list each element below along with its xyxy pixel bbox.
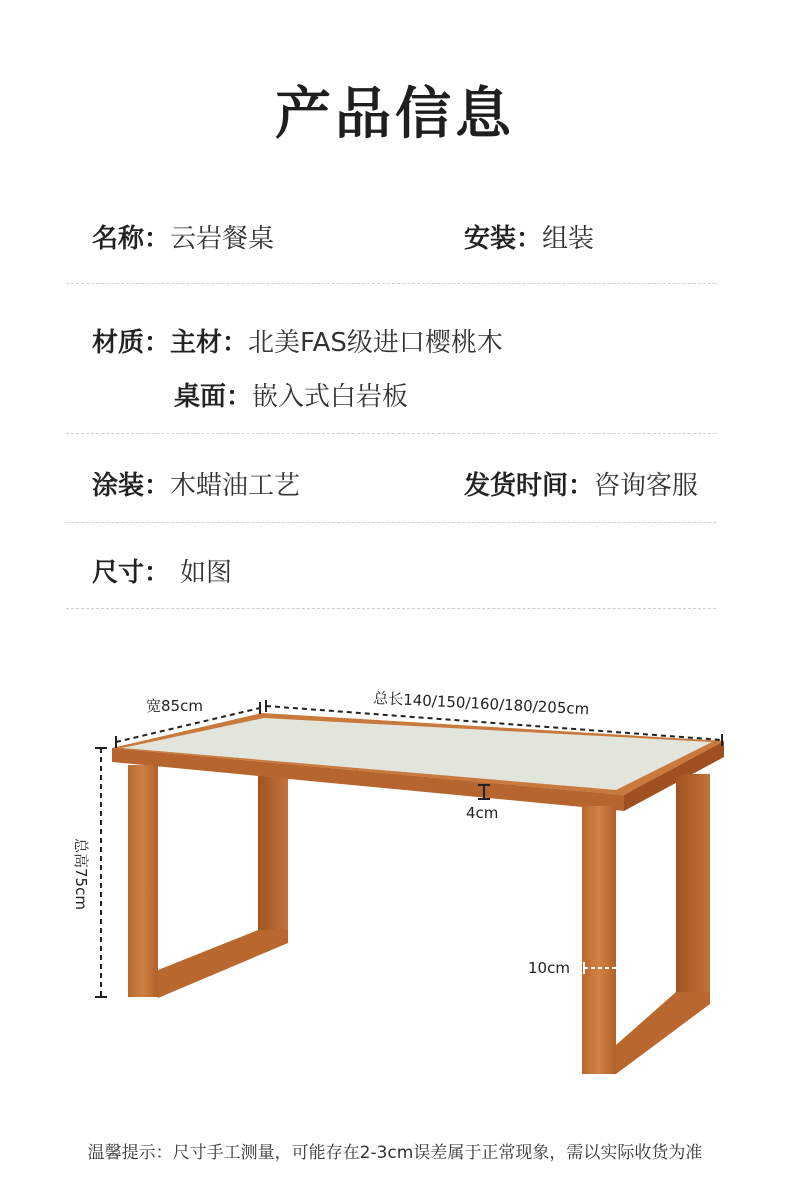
name-row: [92, 218, 274, 255]
material-label: 材质：: [92, 328, 171, 358]
ship-label: 发货时间：: [464, 471, 595, 501]
table-diagram: [0, 670, 790, 1100]
length-label: 总长140/150/160/180/205cm: [372, 689, 590, 719]
leg-back-left: [128, 765, 288, 998]
main-material-label: 主材：: [170, 328, 249, 358]
tabletop-value: 嵌入式白岩板: [252, 382, 409, 412]
name-value: 云岩餐桌: [170, 224, 275, 254]
install-row: [464, 218, 594, 255]
size-value: 如图: [180, 558, 233, 588]
size-label: 尺寸：: [92, 558, 171, 588]
width-label: 宽85cm: [146, 697, 203, 715]
divider: [66, 522, 716, 523]
ship-value: 咨询客服: [594, 471, 699, 501]
install-label: 安装：: [464, 224, 543, 254]
page-title: 产品信息: [275, 82, 515, 147]
height-label: 总高75cm: [72, 838, 90, 910]
size-row: [92, 552, 232, 589]
height-dimension: [72, 748, 107, 997]
leg-width-label: 10cm: [528, 959, 570, 977]
divider: [66, 608, 716, 609]
table-top: [112, 713, 724, 811]
ship-row: [464, 465, 698, 502]
finish-row: [92, 465, 300, 502]
name-label: 名称：: [92, 224, 171, 254]
install-value: 组装: [542, 224, 595, 254]
finish-value: 木蜡油工艺: [170, 471, 301, 501]
material-row: [92, 322, 503, 359]
tabletop-row: [174, 376, 408, 413]
tabletop-label: 桌面：: [174, 382, 253, 412]
divider: [66, 283, 716, 284]
divider: [66, 433, 716, 434]
main-material-value: 北美FAS级进口樱桃木: [248, 328, 503, 358]
leg-front-right: [582, 774, 710, 1074]
footnote: 温馨提示：尺寸手工测量，可能存在2-3cm误差属于正常现象，需以实际收货为准: [87, 1143, 703, 1163]
finish-label: 涂装：: [92, 471, 171, 501]
thickness-label: 4cm: [466, 804, 499, 822]
